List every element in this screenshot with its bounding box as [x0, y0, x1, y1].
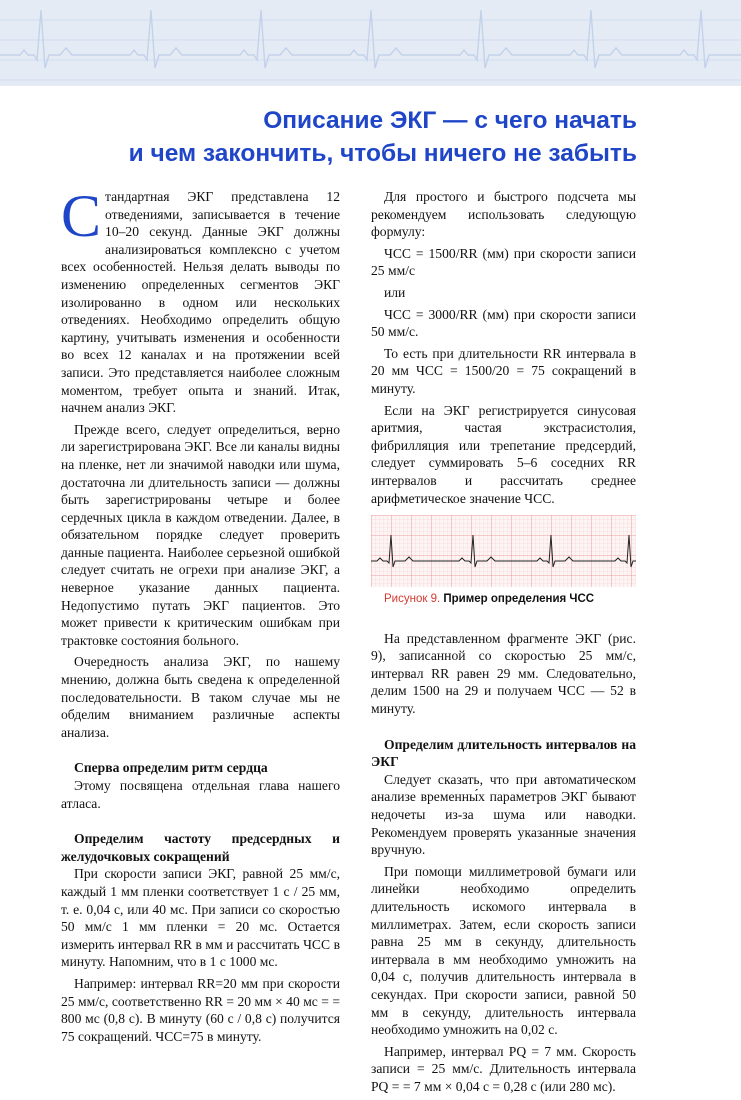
left-column: [61, 183, 340, 1049]
figure-9: [371, 515, 636, 606]
paragraph: При скорости записи ЭКГ, равной 25 мм/с, каждый 1 мм пленки соответствует 1 с / 25 мм, т. е. 0,04 с, или 40 мс. При записи со скоростью 50 мм/с 1 мм пленки = 20 мс. Остается измерить интервал RR в мм и рассчитать ЧСС в минуту. Напомним, что в 1 с 1000 мс.: [61, 866, 340, 970]
figure-caption-text: Пример определения ЧСС: [443, 592, 595, 605]
header-ecg-decoration: [0, 0, 741, 86]
intro-paragraph: [61, 183, 340, 417]
paragraph: Прежде всего, следует определиться, верно ли зарегистрирована ЭКГ. Все ли каналы видны на пленке, нет ли значимой наводки или шума, достаточна ли длительность записи — должны быть зарегистрированы четыре и более сердечных цикла в каждом отведении. Далее, в обязательном порядке следует проверить данные пациента. Наиболее серьезной ошибкой следует считать не огрехи при анализе ЭКГ, а неверное указание данных пациента. Недопустимо путать ЭКГ пациентов. Это может привести к критическим ошибкам при трактовке состояния больного.: [61, 421, 340, 648]
formula-1: ЧСС = 1500/RR (мм) при скорости записи 25 мм/с: [371, 245, 636, 279]
title-line-2: и чем закончить, чтобы ничего не забыть: [128, 140, 637, 167]
ecg-strip-image: [371, 515, 636, 587]
header-band: [0, 0, 741, 86]
page-title: [129, 104, 637, 170]
section-heading-rhythm: Сперва определим ритм сердца: [74, 760, 268, 776]
paragraph: Очередность анализа ЭКГ, по нашему мнению, должна быть сведена к определенной последовательности. В таком случае мы не обделим вниманием различные аспекты анализа.: [61, 654, 340, 740]
paragraph: Например: интервал RR=20 мм при скорости 25 мм/с, соответственно RR = 20 мм × 40 мс = = 800 мс (0,8 с). В минуту (60 с / 0,8 с) получится 75 сокращений. ЧСС=75 в минуту.: [61, 975, 340, 1044]
drop-cap: С: [61, 183, 102, 249]
title-line-1: Описание ЭКГ — с чего начать: [263, 107, 637, 134]
figure-caption: [371, 592, 636, 606]
paragraph: Следует сказать, что при автоматическом анализе временны́х параметров ЭКГ бывают недочеты из-за шума или наводки. Рекомендуем проверять указанные значения вручную.: [371, 771, 636, 858]
intro-text: тандартная ЭКГ представлена 12 отведениями, записывается в течение 10–20 секунд. Данные ЭКГ должны анализироваться комплексно с учетом всех особенностей. Нельзя делать выводы по изменению определенных сегментов ЭКГ изолированно в одном или нескольких отведениях. Необходимо определить общую картину, учитывать изменения и особенности во всех 12 каналах и на протяжении всей записи. Это представляется наиболее сложным моментом, требует опыта и знаний. Итак, начнем анализ ЭКГ.: [61, 189, 340, 416]
paragraph: Например, интервал PQ = 7 мм. Скорость записи = 25 мм/с. Длительность интервала PQ = = 7 мм × 0,04 с = 0,28 с (или 280 мс).: [371, 1043, 636, 1094]
paragraph: При помощи миллиметровой бумаги или линейки необходимо определить длительность искомого интервала в миллиметрах. Затем, если скорость записи равна 25 мм в секунду, длительность интервала в мм необходимо умножить на 0,04 с, получив длительность интервала в секундах. При скорости записи, равной 50 мм в секунду, длительность интервала необходимо умножить на 0,02 с.: [371, 863, 636, 1038]
paragraph: То есть при длительности RR интервала в 20 мм ЧСС = 1500/20 = 75 сокращений в минуту.: [371, 345, 636, 396]
formula-2: ЧСС = 3000/RR (мм) при скорости записи 50 мм/с.: [371, 306, 636, 340]
paragraph: Этому посвящена отдельная глава нашего атласа.: [61, 778, 340, 811]
formula-or: или: [384, 284, 406, 300]
section-heading-intervals: Определим длительность интервалов на ЭКГ: [371, 736, 636, 770]
paragraph: На представленном фрагменте ЭКГ (рис. 9), записанной со скоростью 25 мм/с, интервал RR равен 29 мм. Следовательно, делим 1500 на 29 и получаем ЧСС — 52 в минуту.: [371, 630, 636, 717]
right-column: [371, 188, 636, 1100]
paragraph: Если на ЭКГ регистрируется синусовая аритмия, частая экстрасистолия, фибрилляция или трепетание предсердий, следует суммировать 5–6 соседних RR интервалов и рассчитать среднее арифметическое значение ЧСС.: [371, 402, 636, 506]
figure-number: Рисунок 9.: [384, 592, 441, 605]
paragraph: Для простого и быстрого подсчета мы рекомендуем использовать следующую формулу:: [371, 189, 636, 240]
section-heading-rate: Определим частоту предсердных и желудочковых сокращений: [61, 831, 340, 864]
